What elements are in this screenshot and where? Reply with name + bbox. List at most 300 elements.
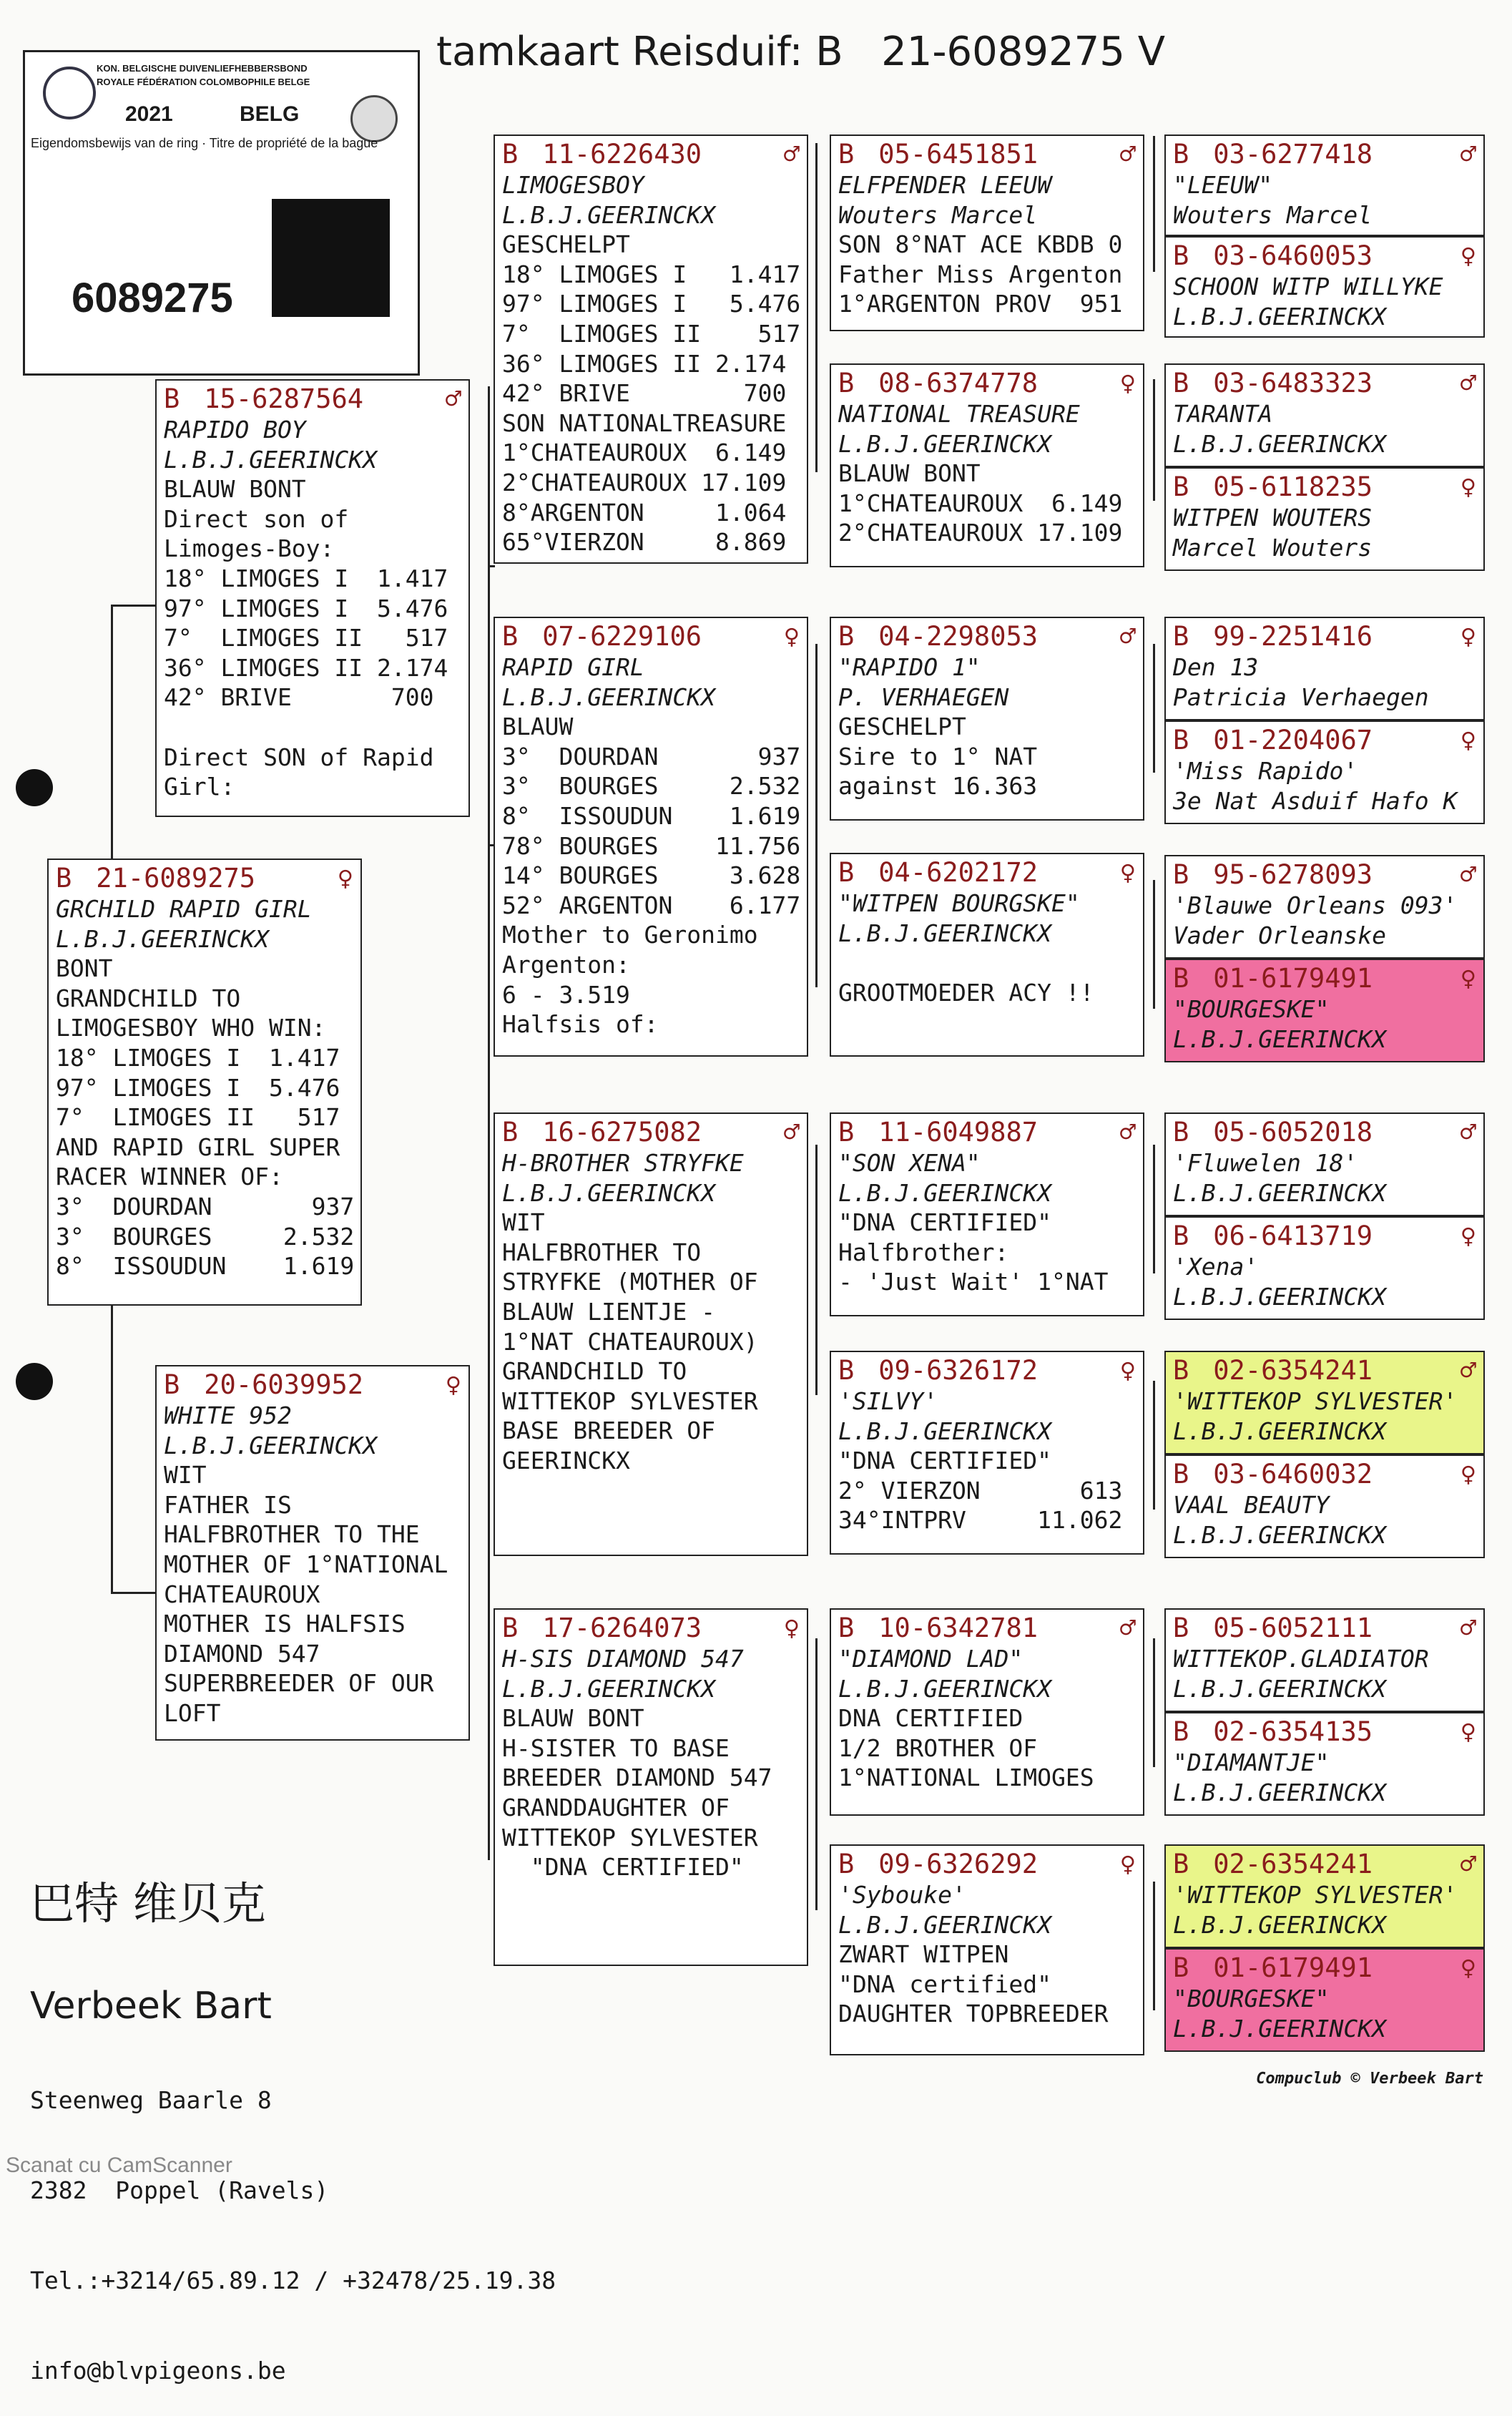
pigeon-box-ggg9 bbox=[1164, 1112, 1485, 1216]
female-symbol-icon: ♀ bbox=[1119, 368, 1136, 398]
pigeon-name: 'Blauwe Orleans 093' bbox=[1173, 891, 1458, 919]
pigeon-breeder: L.B.J.GEERINCKX bbox=[502, 683, 716, 711]
pigeon-info-line: 8° ISSOUDUN 1.619 bbox=[502, 801, 801, 830]
pigeon-header bbox=[838, 368, 1136, 399]
pigeon-info-line: 7° LIMOGES II 517 bbox=[56, 1103, 340, 1132]
male-symbol-icon: ♂ bbox=[1119, 1117, 1136, 1148]
male-symbol-icon: ♂ bbox=[1460, 1849, 1476, 1879]
pigeon-info-line: 3° DOURDAN 937 bbox=[56, 1192, 355, 1221]
ring-certificate bbox=[23, 50, 420, 376]
pigeon-header bbox=[1173, 139, 1476, 170]
female-symbol-icon: ♀ bbox=[1119, 1355, 1136, 1386]
country-prefix: B bbox=[1173, 1613, 1189, 1643]
pigeon-header bbox=[502, 1613, 800, 1644]
pigeon-header bbox=[502, 621, 800, 652]
ring-number: 03-6483323 bbox=[1213, 368, 1373, 398]
pigeon-info-line: GRANDCHILD TO bbox=[502, 1357, 687, 1386]
punch-hole bbox=[16, 769, 53, 806]
male-symbol-icon: ♂ bbox=[1460, 139, 1476, 170]
pigeon-info-line: 1°CHATEAUROUX 6.149 bbox=[502, 439, 787, 467]
pigeon-header bbox=[838, 621, 1136, 652]
female-symbol-icon: ♀ bbox=[1460, 1716, 1476, 1747]
country-prefix: B bbox=[1173, 1355, 1189, 1386]
ring-number: 02-6354135 bbox=[1213, 1716, 1373, 1747]
female-symbol-icon: ♀ bbox=[1460, 963, 1476, 994]
pigeon-header bbox=[838, 857, 1136, 889]
male-symbol-icon: ♂ bbox=[1119, 139, 1136, 170]
pigeon-info-line: BLAUW BONT bbox=[164, 475, 306, 504]
pigeon-header bbox=[1173, 963, 1476, 994]
country-prefix: B bbox=[502, 1613, 519, 1643]
pigeon-info-line: 34°INTPRV 11.062 bbox=[838, 1506, 1123, 1535]
pigeon-info-line: GROOTMOEDER ACY !! bbox=[838, 978, 1094, 1007]
pigeon-info-line: SON NATIONALTREASURE bbox=[502, 409, 787, 437]
female-symbol-icon: ♀ bbox=[783, 621, 800, 652]
breeder-info bbox=[30, 1821, 556, 2416]
pigeon-box-ggg2 bbox=[1164, 236, 1485, 338]
pigeon-breeder: L.B.J.GEERINCKX bbox=[502, 200, 716, 229]
breeder-address-1: Steenweg Baarle 8 bbox=[30, 2086, 272, 2114]
pigeon-name: H-BROTHER STRYFKE bbox=[502, 1149, 744, 1177]
pigeon-info-line: 8° ISSOUDUN 1.619 bbox=[56, 1252, 355, 1281]
country-prefix: B bbox=[502, 1117, 519, 1148]
pigeon-box-mother bbox=[155, 1365, 470, 1741]
pigeon-info-line: 7° LIMOGES II 517 bbox=[502, 319, 801, 348]
tree-line bbox=[1153, 880, 1155, 1009]
pigeon-box-gg8 bbox=[830, 1844, 1144, 2055]
pigeon-breeder: L.B.J.GEERINCKX bbox=[1173, 1520, 1387, 1549]
pigeon-box-granddam-paternal bbox=[494, 617, 808, 1057]
pigeon-name: "DIAMANTJE" bbox=[1173, 1749, 1330, 1776]
pigeon-info-line: 18° LIMOGES I 1.417 bbox=[164, 564, 448, 592]
pigeon-info-line: HALFBROTHER TO bbox=[502, 1238, 702, 1266]
pigeon-info-line: 65°VIERZON 8.869 bbox=[502, 528, 787, 557]
tree-line bbox=[1153, 1381, 1155, 1510]
country-prefix: B bbox=[838, 857, 855, 888]
country-prefix: B bbox=[1173, 1459, 1189, 1490]
country-prefix: B bbox=[1173, 1716, 1189, 1747]
ring-number: 01-2204067 bbox=[1213, 725, 1373, 755]
pigeon-info-line: MOTHER IS HALFSIS bbox=[164, 1610, 406, 1638]
female-symbol-icon: ♀ bbox=[1460, 240, 1476, 271]
pigeon-info-line: GRANDDAUGHTER OF bbox=[502, 1793, 730, 1821]
country-prefix: B bbox=[1173, 471, 1189, 502]
ring-number: 06-6413719 bbox=[1213, 1221, 1373, 1251]
pigeon-info-line: GESCHELPT bbox=[502, 230, 630, 259]
pigeon-info-line: 14° BOURGES 3.628 bbox=[502, 861, 801, 890]
pigeon-name: Den 13 bbox=[1173, 653, 1259, 681]
pigeon-name: "BOURGESKE" bbox=[1173, 995, 1330, 1023]
pigeon-box-ggg5 bbox=[1164, 617, 1485, 720]
male-symbol-icon: ♂ bbox=[783, 1117, 800, 1148]
pigeon-box-gg6 bbox=[830, 1351, 1144, 1555]
country-prefix: B bbox=[838, 139, 855, 170]
pigeon-breeder: L.B.J.GEERINCKX bbox=[56, 924, 270, 953]
footer-credit: Compuclub © Verbeek Bart bbox=[1256, 2070, 1483, 2088]
country-prefix: B bbox=[1173, 368, 1189, 398]
pigeon-info-line: SUPERBREEDER OF OUR bbox=[164, 1669, 434, 1698]
pigeon-info-line: SON 8°NAT ACE KBDB 0 bbox=[838, 230, 1123, 259]
pigeon-header bbox=[838, 1117, 1136, 1148]
pigeon-box-gg3 bbox=[830, 617, 1144, 821]
female-symbol-icon: ♀ bbox=[1460, 471, 1476, 502]
pigeon-breeder: L.B.J.GEERINCKX bbox=[502, 1178, 716, 1207]
pigeon-box-ggg8 bbox=[1164, 959, 1485, 1062]
pigeon-breeder: L.B.J.GEERINCKX bbox=[838, 1674, 1052, 1703]
pigeon-breeder: L.B.J.GEERINCKX bbox=[1173, 2014, 1387, 2043]
pigeon-info-line: 97° LIMOGES I 5.476 bbox=[164, 594, 448, 622]
pigeon-breeder: L.B.J.GEERINCKX bbox=[1173, 1910, 1387, 1939]
ring-number: 04-6202172 bbox=[878, 857, 1039, 888]
pigeon-box-gg7 bbox=[830, 1608, 1144, 1816]
pigeon-info-line: 1/2 BROTHER OF bbox=[838, 1733, 1038, 1762]
male-symbol-icon: ♂ bbox=[1460, 859, 1476, 890]
pigeon-info-line: FATHER IS bbox=[164, 1490, 292, 1519]
pigeon-header bbox=[1173, 1849, 1476, 1880]
pigeon-info-line: H-SISTER TO BASE bbox=[502, 1733, 730, 1762]
pigeon-box-ggg15 bbox=[1164, 1844, 1485, 1948]
pigeon-header bbox=[838, 1613, 1136, 1644]
pigeon-info-line: 42° BRIVE 700 bbox=[164, 683, 434, 712]
pigeon-info-line: 3° BOURGES 2.532 bbox=[502, 772, 801, 801]
ring-number: 01-6179491 bbox=[1213, 963, 1373, 994]
pigeon-name: 'WITTEKOP SYLVESTER' bbox=[1173, 1881, 1458, 1909]
pigeon-info-line: "DNA CERTIFIED" bbox=[502, 1853, 744, 1882]
pigeon-info-line: GESCHELPT bbox=[838, 713, 966, 741]
pigeon-info-line: BREEDER DIAMOND 547 bbox=[502, 1764, 772, 1792]
pigeon-info-line: 52° ARGENTON 6.177 bbox=[502, 891, 801, 919]
pigeon-header bbox=[1173, 471, 1476, 503]
pigeon-info-line: 2°CHATEAUROUX 17.109 bbox=[502, 468, 787, 497]
pigeon-name: SCHOON WITP WILLYKE bbox=[1173, 273, 1443, 300]
pigeon-name: 'SILVY' bbox=[838, 1387, 938, 1415]
federation-logo-icon bbox=[43, 67, 96, 119]
pigeon-box-ggg13 bbox=[1164, 1608, 1485, 1712]
female-symbol-icon: ♀ bbox=[445, 1369, 461, 1400]
pigeon-breeder: L.B.J.GEERINCKX bbox=[1173, 302, 1387, 331]
pigeon-breeder: L.B.J.GEERINCKX bbox=[1173, 1674, 1387, 1703]
pigeon-info-line: WIT bbox=[164, 1461, 207, 1490]
pigeon-header bbox=[164, 383, 461, 415]
pigeon-info-line: 6 - 3.519 bbox=[502, 980, 630, 1009]
pigeon-info-line: 3° BOURGES 2.532 bbox=[56, 1222, 355, 1251]
pigeon-name: "RAPIDO 1" bbox=[838, 653, 981, 681]
ring-number: 05-6118235 bbox=[1213, 471, 1373, 502]
country-prefix: B bbox=[164, 1369, 180, 1400]
ring-number: 03-6460053 bbox=[1213, 240, 1373, 271]
male-symbol-icon: ♂ bbox=[1119, 1613, 1136, 1643]
pigeon-info-line: WITTEKOP SYLVESTER bbox=[502, 1823, 758, 1852]
tree-line bbox=[815, 644, 818, 987]
pigeon-name: "DIAMOND LAD" bbox=[838, 1645, 1023, 1673]
female-symbol-icon: ♀ bbox=[1460, 1459, 1476, 1490]
pigeon-info-line: STRYFKE (MOTHER OF bbox=[502, 1268, 758, 1296]
pigeon-info-line: 8°ARGENTON 1.064 bbox=[502, 498, 787, 527]
pigeon-info-line: 1°NAT CHATEAUROUX) bbox=[502, 1327, 758, 1356]
property-text: Eigendomsbewijs van de ring · Titre de propriété de la bague bbox=[31, 136, 378, 150]
pigeon-info-line: 97° LIMOGES I 5.476 bbox=[56, 1073, 340, 1102]
pigeon-breeder: L.B.J.GEERINCKX bbox=[838, 1910, 1052, 1939]
pigeon-info-line: 2° VIERZON 613 bbox=[838, 1476, 1123, 1505]
pigeon-header bbox=[1173, 1117, 1476, 1148]
ring-number: 11-6226430 bbox=[542, 139, 702, 170]
pigeon-info-line: 18° LIMOGES I 1.417 bbox=[56, 1043, 340, 1072]
pigeon-info-line: BASE BREEDER OF bbox=[502, 1417, 716, 1445]
pigeon-breeder: Patricia Verhaegen bbox=[1173, 683, 1429, 711]
female-symbol-icon: ♀ bbox=[1460, 621, 1476, 652]
pigeon-box-ggg14 bbox=[1164, 1712, 1485, 1816]
pigeon-name: GRCHILD RAPID GIRL bbox=[56, 895, 312, 923]
pigeon-breeder: Wouters Marcel bbox=[838, 200, 1038, 229]
pigeon-header bbox=[1173, 1459, 1476, 1490]
country-prefix: B bbox=[1173, 240, 1189, 271]
pigeon-header bbox=[838, 1355, 1136, 1386]
pigeon-breeder: 3e Nat Asduif Hafo K bbox=[1173, 786, 1458, 815]
tree-line bbox=[488, 1216, 490, 1860]
country-prefix: B bbox=[1173, 1117, 1189, 1148]
pigeon-breeder: Wouters Marcel bbox=[1173, 200, 1373, 229]
pigeon-info-line: - 'Just Wait' 1°NAT bbox=[838, 1268, 1109, 1296]
pigeon-info-line: 1°NATIONAL LIMOGES bbox=[838, 1764, 1094, 1792]
pigeon-header bbox=[1173, 859, 1476, 891]
female-symbol-icon: ♀ bbox=[1460, 725, 1476, 755]
pigeon-box-ggg6 bbox=[1164, 720, 1485, 824]
female-symbol-icon: ♀ bbox=[1119, 1849, 1136, 1879]
pigeon-name: RAPID GIRL bbox=[502, 653, 644, 681]
pigeon-info-line: Halfbrother: bbox=[838, 1238, 1009, 1266]
tree-line bbox=[111, 1309, 113, 1338]
pigeon-header bbox=[1173, 1613, 1476, 1644]
country-prefix: B bbox=[1173, 725, 1189, 755]
pigeon-box-ggg16 bbox=[1164, 1948, 1485, 2052]
pigeon-name: WITTEKOP.GLADIATOR bbox=[1173, 1645, 1429, 1673]
male-symbol-icon: ♂ bbox=[1460, 1355, 1476, 1386]
country-prefix: B bbox=[838, 1355, 855, 1386]
qr-code-icon bbox=[272, 199, 390, 317]
pigeon-info-line: ZWART WITPEN bbox=[838, 1940, 1009, 1969]
pigeon-header bbox=[1173, 1716, 1476, 1748]
pigeon-info-line: 3° DOURDAN 937 bbox=[502, 742, 801, 771]
pigeon-info-line: DNA CERTIFIED bbox=[838, 1704, 1023, 1733]
male-symbol-icon: ♂ bbox=[1460, 1613, 1476, 1643]
pigeon-info-line: HALFBROTHER TO THE bbox=[164, 1520, 420, 1549]
country-prefix: B bbox=[838, 1849, 855, 1879]
pigeon-breeder: L.B.J.GEERINCKX bbox=[838, 1178, 1052, 1207]
pigeon-info-line: CHATEAUROUX bbox=[164, 1580, 320, 1608]
pigeon-box-grandsire-maternal bbox=[494, 1112, 808, 1556]
pigeon-header bbox=[1173, 725, 1476, 756]
pigeon-box-ggg12 bbox=[1164, 1454, 1485, 1558]
pigeon-info-line: 42° BRIVE 700 bbox=[502, 379, 787, 408]
pigeon-name: 'WITTEKOP SYLVESTER' bbox=[1173, 1387, 1458, 1415]
breeder-name: Verbeek Bart bbox=[30, 1985, 272, 2028]
pigeon-info-line: "DNA CERTIFIED" bbox=[838, 1208, 1052, 1237]
pigeon-box-gg5 bbox=[830, 1112, 1144, 1316]
ring-number: 08-6374778 bbox=[878, 368, 1039, 398]
pigeon-info-line: 36° LIMOGES II 2.174 bbox=[164, 653, 448, 682]
pigeon-header bbox=[1173, 1221, 1476, 1252]
pigeon-breeder: P. VERHAEGEN bbox=[838, 683, 1009, 711]
pigeon-info-line: GEERINCKX bbox=[502, 1446, 630, 1474]
country-prefix: B bbox=[1173, 1221, 1189, 1251]
ring-number: 02-6354241 bbox=[1213, 1355, 1373, 1386]
pigeon-breeder: L.B.J.GEERINCKX bbox=[1173, 429, 1387, 458]
country-prefix: B bbox=[164, 383, 180, 414]
pigeon-box-ggg4 bbox=[1164, 467, 1485, 571]
breeder-phone: Tel.:+3214/65.89.12 / +32478/25.19.38 bbox=[30, 2266, 556, 2294]
pigeon-info-line: RACER WINNER OF: bbox=[56, 1163, 283, 1191]
ring-number: 15-6287564 bbox=[204, 383, 364, 414]
pigeon-name: "LEEUW" bbox=[1173, 171, 1273, 199]
ring-number: 11-6049887 bbox=[878, 1117, 1039, 1148]
ring-number: 05-6052018 bbox=[1213, 1117, 1373, 1148]
pigeon-info-line: DAUGHTER TOPBREEDER bbox=[838, 2000, 1109, 2028]
pigeon-info-line: Girl: bbox=[164, 773, 235, 801]
tree-line bbox=[815, 1145, 818, 1395]
pigeon-name: VAAL BEAUTY bbox=[1173, 1491, 1330, 1519]
ring-year: 2021 bbox=[125, 102, 173, 126]
pigeon-info-line bbox=[164, 713, 461, 743]
pigeon-name: WHITE 952 bbox=[164, 1402, 292, 1429]
pigeon-info-line: Direct son of bbox=[164, 504, 349, 533]
pigeon-breeder: L.B.J.GEERINCKX bbox=[1173, 1417, 1387, 1445]
ring-number: 02-6354241 bbox=[1213, 1849, 1373, 1879]
pigeon-info-line: AND RAPID GIRL SUPER bbox=[56, 1133, 340, 1161]
pigeon-breeder: L.B.J.GEERINCKX bbox=[838, 429, 1052, 458]
pigeon-info-line: Mother to Geronimo bbox=[502, 921, 758, 949]
pigeon-header bbox=[1173, 240, 1476, 272]
female-symbol-icon: ♀ bbox=[1119, 857, 1136, 888]
pigeon-box-ggg11 bbox=[1164, 1351, 1485, 1454]
pigeon-info-line: 36° LIMOGES II 2.174 bbox=[502, 349, 787, 378]
country-prefix: B bbox=[1173, 1952, 1189, 1983]
pigeon-info-line: WIT bbox=[502, 1208, 545, 1237]
pigeon-box-gg2 bbox=[830, 363, 1144, 567]
tree-line bbox=[488, 386, 490, 1341]
pigeon-info-line: 2°CHATEAUROUX 17.109 bbox=[838, 519, 1123, 547]
breeder-address-2: 2382 Poppel (Ravels) bbox=[30, 2176, 329, 2204]
pigeon-info-line: Sire to 1° NAT bbox=[838, 742, 1038, 771]
breeder-chinese-name: 巴特 维贝克 bbox=[30, 1877, 266, 1930]
ring-number: 16-6275082 bbox=[542, 1117, 702, 1148]
pigeon-breeder: L.B.J.GEERINCKX bbox=[502, 1674, 716, 1703]
pigeon-info-line: 1°ARGENTON PROV 951 bbox=[838, 290, 1123, 318]
pigeon-breeder: L.B.J.GEERINCKX bbox=[1173, 1778, 1387, 1806]
country-prefix: B bbox=[1173, 1849, 1189, 1879]
country-prefix: B bbox=[838, 1613, 855, 1643]
country-prefix: B bbox=[56, 863, 72, 894]
pigeon-name: 'Sybouke' bbox=[838, 1881, 966, 1909]
ring-number: 99-2251416 bbox=[1213, 621, 1373, 652]
pigeon-name: ELFPENDER LEEUW bbox=[838, 171, 1052, 199]
pigeon-info-line: BLAUW bbox=[502, 713, 574, 741]
tree-line bbox=[488, 565, 495, 567]
tree-line bbox=[1153, 1638, 1155, 1767]
pigeon-box-ggg3 bbox=[1164, 363, 1485, 467]
ring-number: 05-6052111 bbox=[1213, 1613, 1373, 1643]
female-symbol-icon: ♀ bbox=[1460, 1221, 1476, 1251]
pigeon-info-line: Argenton: bbox=[502, 950, 630, 979]
male-symbol-icon: ♂ bbox=[1460, 368, 1476, 398]
org-line-2: ROYALE FÉDÉRATION COLOMBOPHILE BELGE bbox=[97, 77, 310, 87]
pigeon-header bbox=[502, 1117, 800, 1148]
pigeon-name: WITPEN WOUTERS bbox=[1173, 504, 1373, 532]
country-prefix: B bbox=[838, 368, 855, 398]
female-symbol-icon: ♀ bbox=[337, 863, 353, 894]
pigeon-header bbox=[1173, 1952, 1476, 1984]
pigeon-info-line: Direct SON of Rapid bbox=[164, 743, 434, 771]
ring-number: 10-6342781 bbox=[878, 1613, 1039, 1643]
pigeon-info-line: Limoges-Boy: bbox=[164, 534, 335, 563]
male-symbol-icon: ♂ bbox=[1119, 621, 1136, 652]
tree-line bbox=[111, 605, 155, 607]
pigeon-header bbox=[502, 139, 800, 170]
pigeon-name: "BOURGESKE" bbox=[1173, 1985, 1330, 2012]
pigeon-info-line: 7° LIMOGES II 517 bbox=[164, 624, 448, 652]
ring-number: 20-6039952 bbox=[204, 1369, 364, 1400]
ring-country: BELG bbox=[240, 102, 300, 126]
country-prefix: B bbox=[1173, 859, 1189, 890]
country-prefix: B bbox=[1173, 963, 1189, 994]
pigeon-header bbox=[838, 139, 1136, 170]
pigeon-breeder: L.B.J.GEERINCKX bbox=[838, 919, 1052, 947]
pigeon-info-line: BLAUW LIENTJE - bbox=[502, 1297, 716, 1326]
pigeon-name: "WITPEN BOURGSKE" bbox=[838, 889, 1080, 917]
pigeon-box-ggg7 bbox=[1164, 855, 1485, 959]
pigeon-box-subject bbox=[47, 859, 362, 1306]
pigeon-box-ggg1 bbox=[1164, 135, 1485, 236]
pigeon-box-gg1 bbox=[830, 135, 1144, 331]
pigeon-box-gg4 bbox=[830, 853, 1144, 1057]
ring-number: 03-6277418 bbox=[1213, 139, 1373, 170]
pigeon-breeder: L.B.J.GEERINCKX bbox=[164, 445, 378, 474]
pigeon-name: 'Fluwelen 18' bbox=[1173, 1149, 1358, 1177]
pigeon-info-line: WITTEKOP SYLVESTER bbox=[502, 1386, 758, 1415]
female-symbol-icon: ♀ bbox=[783, 1613, 800, 1643]
pigeon-header bbox=[164, 1369, 461, 1401]
tree-line bbox=[1153, 136, 1155, 272]
pigeon-info-line: MOTHER OF 1°NATIONAL bbox=[164, 1550, 448, 1578]
pigeon-info-line: LOFT bbox=[164, 1698, 221, 1727]
ring-number: 21-6089275 bbox=[96, 863, 256, 894]
pigeon-header bbox=[1173, 621, 1476, 652]
pigeon-breeder: Marcel Wouters bbox=[1173, 533, 1373, 562]
pigeon-info-line: Halfsis of: bbox=[502, 1010, 659, 1039]
male-symbol-icon: ♂ bbox=[1460, 1117, 1476, 1148]
pigeon-info-line: BONT bbox=[56, 954, 113, 983]
breeder-email[interactable]: info@blvpigeons.be bbox=[30, 2357, 286, 2385]
ring-number: 09-6326172 bbox=[878, 1355, 1039, 1386]
pigeon-breeder: L.B.J.GEERINCKX bbox=[164, 1431, 378, 1459]
female-symbol-icon: ♀ bbox=[1460, 1952, 1476, 1983]
ring-number: 09-6326292 bbox=[878, 1849, 1039, 1879]
country-prefix: B bbox=[502, 139, 519, 170]
tree-line bbox=[1153, 644, 1155, 773]
pigeon-name: 'Miss Rapido' bbox=[1173, 757, 1358, 785]
pigeon-info-line: 1°CHATEAUROUX 6.149 bbox=[838, 489, 1123, 517]
tree-line bbox=[1153, 1145, 1155, 1273]
male-symbol-icon: ♂ bbox=[783, 139, 800, 170]
ring-number: 07-6229106 bbox=[542, 621, 702, 652]
pigeon-box-grandsire-paternal bbox=[494, 135, 808, 564]
pigeon-header bbox=[1173, 368, 1476, 399]
tree-line bbox=[111, 1592, 155, 1594]
ring-number: 03-6460032 bbox=[1213, 1459, 1373, 1490]
pigeon-info-line: against 16.363 bbox=[838, 772, 1038, 801]
pigeon-box-father bbox=[155, 379, 470, 817]
tree-line bbox=[815, 143, 818, 472]
pigeon-name: NATIONAL TREASURE bbox=[838, 400, 1080, 428]
